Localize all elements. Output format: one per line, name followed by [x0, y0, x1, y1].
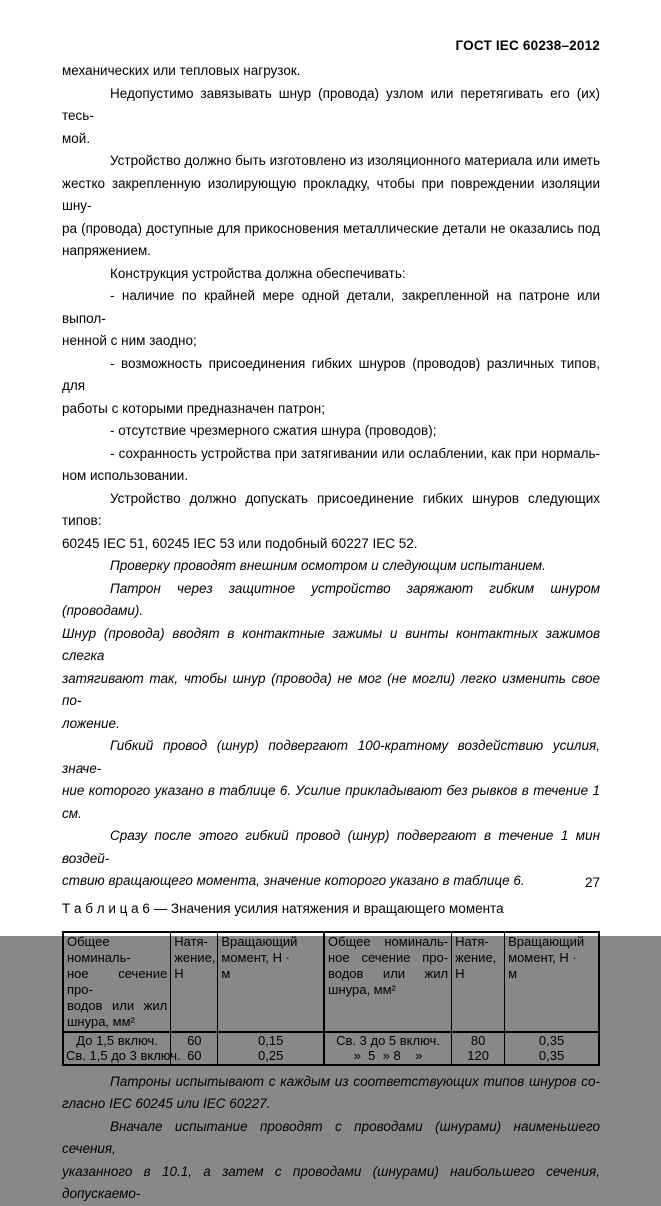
table6 — [62, 931, 600, 1066]
text-line: Конструкция устройства должна обеспечивать: — [110, 265, 406, 281]
text-line: - наличие по крайней мере одной детали, закрепленной на патроне или выпол- — [62, 288, 600, 326]
text-line: ном использовании. — [62, 468, 189, 483]
text-line: гласно IEC 60245 или IEC 60227. — [62, 1096, 271, 1111]
body-text — [62, 60, 600, 1206]
table-header-cell — [505, 932, 599, 1032]
table-header-line: жение, — [455, 949, 497, 965]
table-header-line: м — [508, 965, 518, 981]
table-cell: » 5 » 8 » — [324, 1048, 452, 1065]
table-header-line: ное сечение про- — [67, 965, 168, 997]
text-line: Сразу после этого гибкий провод (шнур) подвергают в течение 1 мин воздей- — [62, 828, 600, 866]
table-header-line: Общее номиналь- — [67, 933, 131, 965]
text-line: работы с которыми предназначен патрон; — [62, 400, 325, 416]
table-header-line: жение, — [174, 949, 216, 965]
table-header-line: шнура, мм² — [67, 1013, 135, 1029]
table-cell: 0,35 — [505, 1048, 599, 1065]
table-header-cell — [218, 932, 324, 1032]
table-header-cell — [171, 932, 218, 1032]
table-cell: 80 — [452, 1032, 505, 1049]
paragraphs-before-table — [62, 60, 600, 893]
body-paragraph — [62, 60, 600, 83]
text-line: ненной с ним заодно; — [62, 333, 197, 348]
text-line: механических или тепловых нагрузок. — [62, 63, 301, 78]
table-cell: 0,35 — [505, 1032, 599, 1049]
body-paragraph — [62, 263, 600, 286]
table-header-cell — [324, 932, 452, 1032]
text-line: ра (провода) доступные для прикосновения металлические детали не оказались под — [62, 220, 600, 236]
table-cell: Св. 1,5 до 3 включ. — [66, 1048, 181, 1063]
table-header-line: Н — [174, 965, 184, 981]
table6-head — [63, 932, 599, 1032]
text-line: ложение. — [62, 715, 120, 731]
text-line: - возможность присоединения гибких шнуров (проводов) различных типов, для — [62, 355, 600, 393]
body-paragraph — [62, 735, 600, 825]
body-paragraph — [62, 443, 600, 488]
table-row — [63, 1048, 599, 1065]
text-line: 60245 IEC 51, 60245 IEC 53 или подобный 60227 IEC 52. — [62, 535, 418, 551]
body-paragraph — [62, 555, 600, 578]
table-header-line: Натя- — [455, 933, 489, 949]
table6-body — [63, 1032, 599, 1065]
text-line: Гибкий провод (шнур) подвергают 100-кратному воздействию усилия, значе- — [62, 738, 600, 776]
table-row — [63, 1032, 599, 1049]
table-header-line: шнура, мм² — [328, 981, 396, 997]
page-number: 27 — [584, 875, 600, 890]
table-cell: 120 — [452, 1048, 505, 1065]
text-line: Патрон через защитное устройство заряжают гибким шнуром (проводами). — [62, 580, 600, 618]
body-paragraph — [62, 1071, 600, 1116]
table-header-line: Общее номиналь- — [328, 933, 449, 949]
text-line: напряжением. — [62, 243, 152, 258]
text-line: мой. — [62, 130, 91, 146]
table-header-row — [63, 932, 599, 1032]
table-cell: 60 — [171, 1048, 218, 1065]
body-paragraph — [62, 285, 600, 353]
text-line: жестко закрепленную изолирующую прокладку, чтобы при повреждении изоляции шну- — [62, 175, 600, 213]
body-paragraph — [62, 150, 600, 263]
table-header-line: ное сечение про- — [328, 949, 449, 965]
body-paragraph — [62, 578, 600, 736]
body-paragraph — [62, 1116, 600, 1206]
table-header-line: м — [221, 965, 231, 981]
body-paragraph — [62, 488, 600, 556]
text-line: Устройство должно быть изготовлено из изоляционного материала или иметь — [110, 153, 600, 168]
table-header-line: Вращающий — [508, 933, 585, 949]
table-header-cell — [63, 932, 171, 1032]
text-line: Проверку проводят внешним осмотром и следующим испытанием. — [110, 558, 546, 573]
table-header-line: водов или жил — [328, 965, 449, 981]
text-line: ние которого указано в таблице 6. Усилие прикладывают без рывков в течение 1 см. — [62, 783, 600, 821]
table-header-line: Н — [455, 965, 465, 981]
table-header-line: момент, Н · — [221, 949, 290, 965]
table-cell: До 1,5 включ. — [76, 1032, 158, 1048]
text-line: Недопустимо завязывать шнур (провода) узлом или перетягивать его (их) тесь- — [62, 85, 600, 123]
paragraphs-after-table — [62, 1071, 600, 1206]
text-line: Патроны испытывают с каждым из соответствующих типов шнуров со- — [110, 1073, 600, 1089]
text-line: затягивают так, чтобы шнур (провода) не мог (не могли) легко изменить свое по- — [62, 670, 600, 708]
text-line: Устройство должно допускать присоединение гибких шнуров следующих типов: — [62, 490, 600, 528]
table-cell: 60 — [171, 1032, 218, 1049]
body-paragraph — [62, 353, 600, 421]
text-line: Вначале испытание проводят с проводами (шнурами) наименьшего сечения, — [62, 1118, 600, 1156]
table-header-line: Вращающий — [221, 933, 298, 949]
body-paragraph — [62, 83, 600, 151]
text-line: - отсутствие чрезмерного сжатия шнура (проводов); — [110, 423, 437, 438]
table-cell: Св. 3 до 5 включ. — [324, 1032, 452, 1049]
table-header-line: водов или жил — [67, 997, 168, 1013]
table-cell: 0,15 — [218, 1032, 324, 1049]
table6-caption: Т а б л и ц а 6 — Значения усилия натяжения и вращающего момента — [62, 900, 504, 916]
page-header-title: ГОСТ IEC 60238–2012 — [455, 38, 600, 53]
text-line: указанного в 10.1, а затем с проводами (шнурами) наибольшего сечения, допускаемо- — [62, 1163, 600, 1201]
text-line: Шнур (провода) вводят в контактные зажимы и винты контактных зажимов слегка — [62, 625, 600, 663]
table-header-line: момент, Н · — [508, 949, 577, 965]
text-line: - сохранность устройства при затягивании или ослаблении, как при нормаль- — [110, 445, 600, 461]
body-paragraph — [62, 420, 600, 443]
table-header-cell — [452, 932, 505, 1032]
table-cell: 0,25 — [218, 1048, 324, 1065]
table-header-line: Натя- — [174, 933, 208, 949]
text-line: ствию вращающего момента, значение которого указано в таблице 6. — [62, 873, 525, 888]
